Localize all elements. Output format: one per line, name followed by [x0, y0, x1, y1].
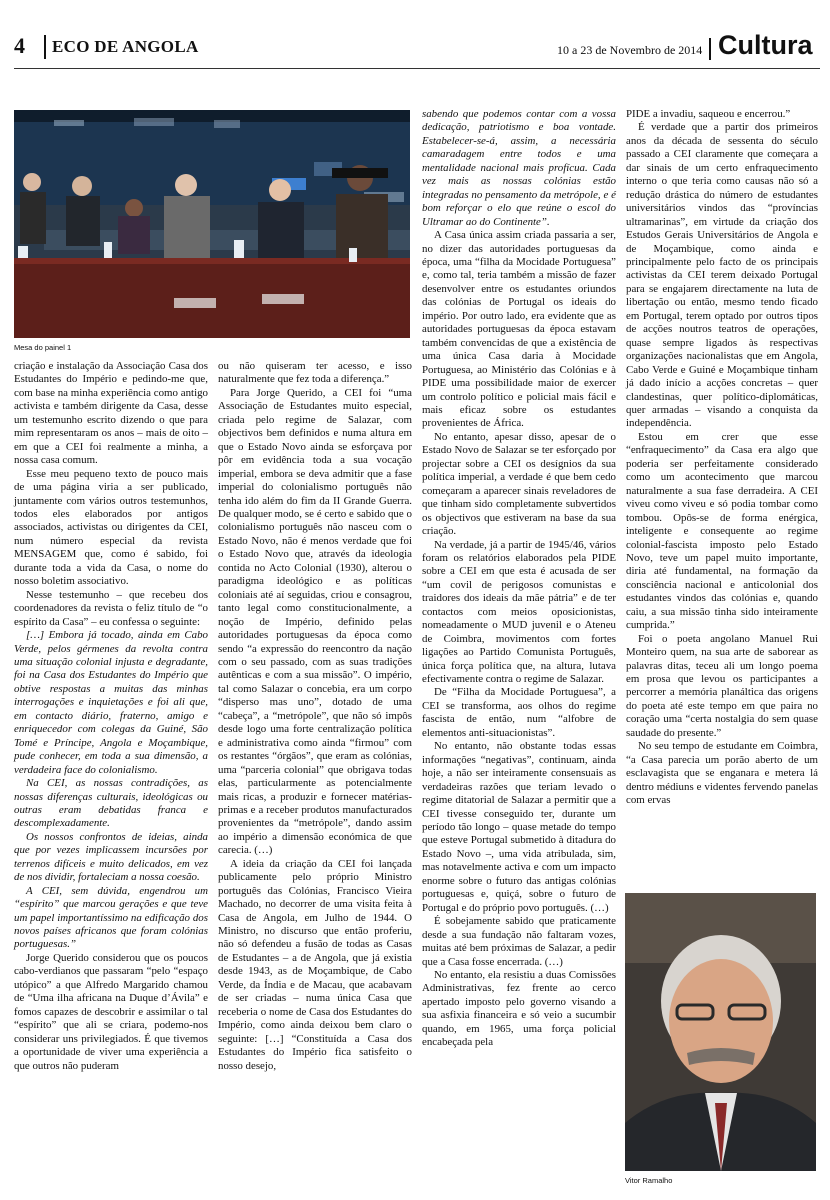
article-paragraph: Para Jorge Querido, a CEI foi “uma Associação de Estudantes muito especial, criada pelo regime de Salazar, com objectivos bem definidos e numa altura em que o Estado Novo ainda se esforçava por pôr em evidência toda a sua vocação imperial, embora se deva admitir que a fase imperial do colonialismo português não tenha ido além do fim da II Grande Guerra. De qualquer modo, se é certo e sabido que o colonialismo português não nasceu com o Estado Novo, não é menos verdade que foi o Estado Novo que, através da ideologia contida no Acto Colonial (1930), alterou o paradigma ideológico e as políticas coloniais até aí seguidas, criou e consagrou, tanto legal como constitucionalmente, a noção de Império, definido pelas autoridades portuguesas da época como sendo “a expressão do reencontro da nação com o seu passado, com as suas tradições autênticas e com a sua missão”. O império, tal como Salazar o concebia, era um corpo “disperso mas uno”, dotado de uma “cabeça”, a “metrópole”, que não só impôs desde logo uma forte centralização política e administrativa como ainda “firmou” com os restantes “órgãos”, que eram as colónias, uma “parceria colonial” que obrigava todas elas, particularmente as potencialmente mais ricas, a produzir e fornecer matérias-primas e a receber produtos manufacturados provenientes da “metrópole”, dando assim ao império a dimensão económica de que carecia. (…) [218, 386, 412, 857]
article-paragraph: No seu tempo de estudante em Coimbra, “a Casa parecia um porão aberto de um esclavagista que se enganara e metera lá dentro médiuns e videntes fervendo panelas com ervas [626, 740, 818, 807]
article-paragraph: Na verdade, já a partir de 1945/46, vários foram os relatórios elaborados pela PIDE sobre a CEI em que esta é acusada de ser “um covil de perigosos comunistas e traidores dos ideais da mãe pátria” e de ter contactos com meios oposicionistas, nomeadamente o MUD juvenil e o Ateneu de Coimbra, movimentos com fortes ligações ao Partido Comunista Português, única força política que, na altura, lutava efectivamente contra o regime de Salazar. [422, 538, 616, 686]
article-paragraph: Estou em crer que esse “enfraquecimento” da Casa era algo que poderia ser perfeitamente considerado como um acontecimento que marcou naturalmente a sua fase derradeira. A CEI viveu como viveu e só podia tombar como tombou. Opôs-se de forma enérgica, inteligente e consequente ao regime colonial-fascista imposto pelo Estado Novo, teve um papel muito importante, diria até fundamental, na formação da consciência nacional e anticolonial dos estudantes vindos das colónias e, quando caiu, a sua missão tinha sido inteiramente cumprida.” [626, 430, 818, 632]
article-column-4 [626, 108, 818, 808]
page-number: 4 [14, 33, 25, 58]
article-paragraph: É sobejamente sabido que praticamente desde a sua fundação não faltaram vozes, muitas até bem próximas de Salazar, a pedir que a Casa fosse encerrada. (…) [422, 915, 616, 968]
article-paragraph: criação e instalação da Associação Casa dos Estudantes do Império e pedindo-me que, com base na minha experiência como antigo activista e também dirigente da Casa, desse um testemunho escrito dizendo o que para mim representaram os anos – mais de oito – em que a CEI foi realmente a minha, a nossa casa comum. [14, 360, 208, 467]
article-paragraph: PIDE a invadiu, saqueou e encerrou.” [626, 108, 791, 120]
article-paragraph: ou não quiseram ter acesso, e isso naturalmente que fez toda a diferença.” [218, 360, 412, 386]
article-paragraph: É verdade que a partir dos primeiros anos da década de sessenta do século passado a CEI claramente que começara a dar sinais de um certo enfraquecimento interno o que teria como causas não só a redução drástica do número de estudantes universitários vindos das “províncias ultramarinas”, em virtude da criação dos Estudos Gerais Universitários de Angola e de Moçambique, como ainda e principalmente pelo facto de os principais activistas da CEI terem deixado Portugal para se engajarem directamente na luta de libertação ou então, mesmo tendo ficado em Portugal, terem optado por outros tipos de acções noutros teatros de operações, quase sempre ligados às respectivas organizações nacionalistas que em Angola, Cabo Verde e Guiné e Moçambique tinham já dado início a acções concretas – quer clandestinas, quer político-diplomáticas, quer armadas – visando a conquista da independência. [626, 121, 818, 430]
divider [44, 35, 46, 59]
article-paragraph: No entanto, não obstante todas essas informações “negativas”, continuam, ainda hoje, a não ser inteiramente consensuais as verdadeiras razões que teriam levado o regime ditatorial de Salazar a permitir que a CEI tivesse conseguido ter, durante um período tão longo – quase metade do tempo que esteve Portugal submetido à ditadura do Estado Novo –, uma vida atribulada, sim, mas notavelmente activa e com um impacto enorme sobre o futuro das antigas colónias portuguesas e, quiçá, sobre o futuro de Portugal e do próprio povo português. (…) [422, 740, 616, 914]
issue-date: 10 a 23 de Novembro de 2014 [557, 43, 703, 57]
article-paragraph: No entanto, apesar disso, apesar de o Estado Novo de Salazar se ter esforçado por projectar sobre a CEI os desígnios da sua política imperial, a verdade é que bem cedo começaram a aparecer sinais reveladores de que tinham sido completamente subvertidos os objectivos que estiveram na base da sua criação. [422, 430, 616, 538]
article-paragraph: sabendo que podemos contar com a vossa dedicação, patriotismo e boa vontade. Estabelecer-se-á, assim, a necessária camaradagem entre todos e uma mentalidade nacional mais profícua. Cada vez mais as nossas colónias estão integradas no pensamento da metrópole, e é bom reforçar o elo que reúne o escol do Ultramar ao do Continente”. [422, 108, 616, 228]
section-title: Cultura [718, 30, 813, 60]
article-paragraph: No entanto, ela resistiu a duas Comissões Administrativas, fez frente ao cerco apertado imposto pelo governo visando a sua asfixia financeira e só veio a sucumbir quando, em 1965, uma força policial encabeçada pela [422, 969, 616, 1049]
article-column-2 [218, 360, 412, 1073]
article-paragraph: A Casa única assim criada passaria a ser, no dizer das autoridades portuguesas da época, uma “filha da Mocidade Portuguesa” e, como tal, teria também a missão de fazer desenvolver entre os estudantes oriundos das colónias de Portugal os ideais do império. Por outro lado, era evidente que as autoridades portuguesas da época estavam também convencidas de que a existência de uma única Casa daria à Mocidade Portuguesa, ao Ministério das Colónias e à PIDE uma possibilidade maior de exercer um controlo político e policial mais fácil e mais eficaz sobre os estudantes provenientes de África. [422, 229, 616, 430]
publication-name: ECO DE ANGOLA [52, 37, 199, 56]
article-paragraph: A CEI, sem dúvida, engendrou um “espírito” que marcou gerações e que teve um papel importantíssimo na edificação dos novos países africanos que foram colónias portuguesas.” [14, 884, 208, 951]
article-paragraph: Nesse testemunho – que recebeu dos coordenadores da revista o feliz título de “o espírito da Casa” – eu confessa o seguinte: [14, 588, 208, 628]
article-paragraph: A ideia da criação da CEI foi lançada publicamente pelo próprio Ministro português das Colónias, Francisco Vieira Machado, no decorrer de uma visita feita à Casa de Angola, em Julho de 1944. O Ministro, no discurso que então proferiu, não só defendeu a fusão de todas as Casas de Estudantes – a de Angola, que já existia desde 1943, as de Moçambique, de Cabo Verde, da Índia e de Macau, que acabavam de ser criadas – numa única Casa que receberia o nome de Casa dos Estudantes do Império, como ainda deixou bem claro o seguinte: […] “Constituída a Casa dos Estudantes do Império fica satisfeito o nosso desejo, [218, 857, 412, 1072]
article-column-1 [14, 360, 208, 1073]
article-paragraph: Esse meu pequeno texto de pouco mais de uma página viria a ser publicado, juntamente com vários outros testemunhos, todos eles elaborados por antigos associados, activistas ou dirigentes da CEI, num número especial da revista MENSAGEM que, como é sabido, foi durante toda a vida da Casa, o nome do nosso boletim associativo. [14, 467, 208, 588]
divider [709, 38, 711, 60]
panel-photo [14, 110, 410, 338]
article-paragraph: De “Filha da Mocidade Portuguesa”, a CEI se transforma, aos olhos do regime fascista de então, num “alfobre de elementos anti-situacionistas”. [422, 686, 616, 739]
article-column-3 [422, 108, 616, 1050]
article-paragraph: […] Embora já tocado, ainda em Cabo Verde, pelos gérmenes da revolta contra uma situação colonial injusta e degradante, foi na Casa dos Estudantes do Império que obtive respostas a muitas das minhas interrogações e inquietações e foi ali que, em contacto diário, fraterno, amigo e enriquecedor com colegas da Guiné, São Tomé e Príncipe, Angola e Moçambique, pude conhecer, em toda a sua dimensão, a verdadeira face do colonialismo. [14, 629, 208, 776]
article-paragraph: Na CEI, as nossas contradições, as nossas diferenças culturais, ideológicas ou outras eram debatidas franca e descomplexadamente. [14, 777, 208, 830]
portrait-photo-caption: Vitor Ramalho [625, 1176, 673, 1185]
panel-photo-caption: Mesa do painel 1 [14, 343, 72, 352]
header-rule [14, 68, 820, 69]
article-paragraph: Os nossos confrontos de ideias, ainda que por vezes implicassem incursões por terrenos difíceis e muito delicados, em vez de nos dividir, fortaleciam a nossa coesão. [14, 830, 208, 884]
portrait-photo [625, 893, 816, 1171]
masthead [14, 30, 820, 65]
article-paragraph: Jorge Querido considerou que os poucos cabo-verdianos que passaram “pelo “espaço utópico” a que Alfredo Margarido chamou de “Uma ilha africana na Duque d’Ávila” e fomos capazes de descobrir e assimilar o tal “espírito” que ali se criara, podemo-nos considerar uns privilegiados. É que tivemos a oportunidade de viver uma experiência a que outros não puderam [14, 951, 208, 1072]
article-paragraph: Foi o poeta angolano Manuel Rui Monteiro quem, na sua arte de saborear as palavras ditas, teceu ali um longo poema em prosa que levou os participantes a percorrer a memória planáltica das origens do poeta até este tempo em que paira no coração uma “certa nostalgia do sem quase saudade do presente.” [626, 632, 818, 739]
